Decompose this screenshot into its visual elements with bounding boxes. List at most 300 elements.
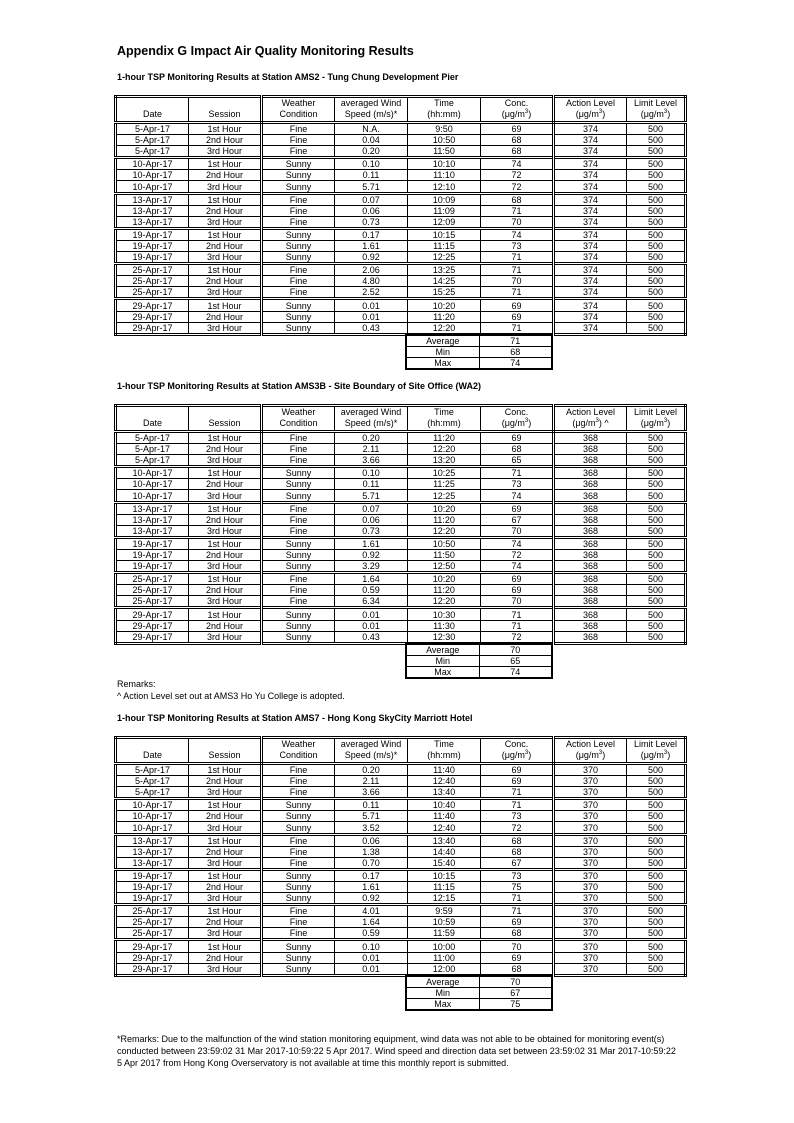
limit-level-cell: 500 (627, 620, 686, 631)
header-date (116, 406, 189, 432)
wind-speed-cell: 0.06 (335, 205, 408, 216)
weather-cell: Sunny (262, 490, 335, 502)
table-row (116, 276, 686, 287)
time-cell: 10:30 (408, 608, 481, 620)
table-row (116, 811, 686, 822)
concentration-cell: 69 (481, 123, 554, 135)
time-cell: 12:10 (408, 181, 481, 193)
table-row (116, 857, 686, 869)
weather-cell: Fine (262, 205, 335, 216)
action-level-cell: 374 (554, 322, 627, 334)
weather-cell: Sunny (262, 228, 335, 240)
weather-cell: Sunny (262, 158, 335, 170)
concentration-cell: 70 (481, 276, 554, 287)
limit-level-cell: 500 (627, 537, 686, 549)
limit-level-cell: 500 (627, 432, 686, 444)
session-cell: 1st Hour (189, 502, 262, 514)
unit-prefix: (μg/m (572, 418, 596, 428)
action-level-cell: 368 (554, 596, 627, 608)
session-cell: 1st Hour (189, 869, 262, 881)
stats-row-average (406, 644, 552, 656)
action-level-cell: 374 (554, 123, 627, 135)
table-row (116, 928, 686, 940)
date-cell: 13-Apr-17 (116, 216, 189, 228)
wind-speed-cell: 0.06 (335, 514, 408, 525)
weather-cell: Sunny (262, 252, 335, 264)
tsp-results-table (114, 736, 687, 977)
date-cell: 10-Apr-17 (116, 181, 189, 193)
table-row (116, 525, 686, 537)
weather-cell: Fine (262, 585, 335, 596)
table-row (116, 444, 686, 455)
time-cell: 12:00 (408, 963, 481, 975)
time-cell: 11:20 (408, 311, 481, 322)
action-level-cell: 368 (554, 549, 627, 560)
time-cell: 12:40 (408, 822, 481, 834)
table-row (116, 193, 686, 205)
limit-level-cell: 500 (627, 158, 686, 170)
weather-cell: Sunny (262, 620, 335, 631)
time-cell: 10:40 (408, 799, 481, 811)
weather-cell: Sunny (262, 467, 335, 479)
limit-level-cell: 500 (627, 631, 686, 643)
time-cell: 12:40 (408, 776, 481, 787)
header-text: Conc. (504, 407, 529, 417)
time-cell: 11:10 (408, 170, 481, 181)
time-cell: 13:40 (408, 834, 481, 846)
stats-value: 75 (479, 999, 552, 1011)
action-level-cell: 368 (554, 432, 627, 444)
unit-superscript: 3 (524, 109, 529, 115)
header-session (189, 738, 262, 764)
action-level-cell: 370 (554, 822, 627, 834)
header-weather (262, 97, 335, 123)
time-cell: 10:00 (408, 940, 481, 952)
header-text: Speed (m/s)* (344, 750, 398, 760)
concentration-cell: 70 (481, 940, 554, 952)
wind-speed-cell: 1.61 (335, 537, 408, 549)
limit-level-cell: 500 (627, 444, 686, 455)
header-date (116, 738, 189, 764)
concentration-cell: 71 (481, 799, 554, 811)
table-header-row (116, 738, 686, 764)
action-level-cell: 374 (554, 181, 627, 193)
action-level-cell: 370 (554, 787, 627, 799)
stats-row-min (406, 988, 552, 999)
time-cell: 11:50 (408, 549, 481, 560)
table-row (116, 146, 686, 158)
weather-cell: Sunny (262, 561, 335, 573)
action-level-cell: 374 (554, 135, 627, 146)
stats-label: Min (406, 988, 479, 999)
time-cell: 10:50 (408, 135, 481, 146)
date-cell: 5-Apr-17 (116, 432, 189, 444)
wind-speed-cell: 0.01 (335, 952, 408, 963)
weather-cell: Sunny (262, 170, 335, 181)
action-level-cell: 368 (554, 455, 627, 467)
table-row (116, 549, 686, 560)
weather-cell: Fine (262, 928, 335, 940)
action-level-cell: 368 (554, 631, 627, 643)
header-time (408, 738, 481, 764)
concentration-cell: 68 (481, 135, 554, 146)
wind-speed-cell: 0.10 (335, 158, 408, 170)
wind-speed-cell: 4.01 (335, 905, 408, 917)
limit-level-cell: 500 (627, 834, 686, 846)
header-time (408, 406, 481, 432)
concentration-cell: 69 (481, 917, 554, 928)
table-row (116, 228, 686, 240)
limit-level-cell: 500 (627, 822, 686, 834)
remark-line: Remarks: (117, 679, 156, 689)
session-cell: 3rd Hour (189, 455, 262, 467)
time-cell: 10:59 (408, 917, 481, 928)
weather-cell: Fine (262, 917, 335, 928)
date-cell: 10-Apr-17 (116, 799, 189, 811)
wind-speed-cell: 1.61 (335, 881, 408, 892)
weather-cell: Fine (262, 514, 335, 525)
date-cell: 10-Apr-17 (116, 479, 189, 490)
action-level-cell: 374 (554, 228, 627, 240)
session-cell: 2nd Hour (189, 240, 262, 251)
header-action-level (554, 406, 627, 432)
date-cell: 5-Apr-17 (116, 135, 189, 146)
date-cell: 10-Apr-17 (116, 822, 189, 834)
stats-label: Max (406, 358, 479, 370)
action-level-cell: 368 (554, 537, 627, 549)
limit-level-cell: 500 (627, 764, 686, 776)
limit-level-cell: 500 (627, 170, 686, 181)
time-cell: 14:25 (408, 276, 481, 287)
action-level-cell: 370 (554, 869, 627, 881)
concentration-cell: 74 (481, 158, 554, 170)
time-cell: 13:25 (408, 264, 481, 276)
header-time (408, 97, 481, 123)
unit-prefix: (μg/m (501, 109, 525, 119)
table-row (116, 620, 686, 631)
concentration-cell: 74 (481, 561, 554, 573)
concentration-cell: 65 (481, 455, 554, 467)
concentration-cell: 69 (481, 502, 554, 514)
date-cell: 10-Apr-17 (116, 467, 189, 479)
unit-label (483, 418, 550, 429)
header-text: Limit Level (633, 739, 678, 749)
wind-speed-cell: 0.70 (335, 857, 408, 869)
date-cell: 10-Apr-17 (116, 170, 189, 181)
stats-value: 70 (479, 976, 552, 988)
date-cell: 25-Apr-17 (116, 585, 189, 596)
unit-prefix: (μg/m (575, 750, 599, 760)
remark-line: ^ Action Level set out at AMS3 Ho Yu College is adopted. (117, 691, 345, 701)
session-cell: 1st Hour (189, 193, 262, 205)
session-cell: 2nd Hour (189, 549, 262, 560)
table-row (116, 963, 686, 975)
limit-level-cell: 500 (627, 799, 686, 811)
date-cell: 29-Apr-17 (116, 608, 189, 620)
stats-value: 70 (479, 644, 552, 656)
session-cell: 2nd Hour (189, 846, 262, 857)
wind-speed-cell: 0.20 (335, 432, 408, 444)
header-text: Session (208, 750, 241, 760)
date-cell: 13-Apr-17 (116, 193, 189, 205)
time-cell: 13:40 (408, 787, 481, 799)
weather-cell: Fine (262, 444, 335, 455)
wind-speed-cell: 3.66 (335, 455, 408, 467)
limit-level-cell: 500 (627, 264, 686, 276)
header-text: Speed (m/s)* (344, 109, 398, 119)
weather-cell: Fine (262, 905, 335, 917)
weather-cell: Sunny (262, 549, 335, 560)
session-cell: 1st Hour (189, 537, 262, 549)
table-row (116, 893, 686, 905)
session-cell: 1st Hour (189, 608, 262, 620)
date-cell: 13-Apr-17 (116, 514, 189, 525)
limit-level-cell: 500 (627, 952, 686, 963)
table-row (116, 311, 686, 322)
limit-level-cell: 500 (627, 135, 686, 146)
wind-speed-cell: 0.07 (335, 502, 408, 514)
header-text: Time (434, 407, 454, 417)
table-row (116, 135, 686, 146)
table-row (116, 252, 686, 264)
action-level-cell: 370 (554, 857, 627, 869)
time-cell: 11:50 (408, 146, 481, 158)
session-cell: 1st Hour (189, 467, 262, 479)
weather-cell: Sunny (262, 311, 335, 322)
weather-cell: Fine (262, 146, 335, 158)
wind-speed-cell: 0.07 (335, 193, 408, 205)
date-cell: 13-Apr-17 (116, 834, 189, 846)
weather-cell: Sunny (262, 537, 335, 549)
header-text: Date (142, 750, 162, 760)
table-row (116, 585, 686, 596)
time-cell: 12:50 (408, 561, 481, 573)
header-session (189, 97, 262, 123)
limit-level-cell: 500 (627, 596, 686, 608)
stats-value: 74 (479, 667, 552, 679)
concentration-cell: 70 (481, 596, 554, 608)
session-cell: 3rd Hour (189, 490, 262, 502)
weather-cell: Fine (262, 432, 335, 444)
header-limit-level (627, 738, 686, 764)
time-cell: 9:59 (408, 905, 481, 917)
session-cell: 2nd Hour (189, 881, 262, 892)
concentration-cell: 71 (481, 467, 554, 479)
date-cell: 29-Apr-17 (116, 631, 189, 643)
header-text: (hh:mm) (427, 109, 461, 119)
date-cell: 29-Apr-17 (116, 299, 189, 311)
weather-cell: Sunny (262, 479, 335, 490)
unit-suffix: ) (667, 109, 671, 119)
session-cell: 1st Hour (189, 228, 262, 240)
session-cell: 1st Hour (189, 123, 262, 135)
wind-speed-cell: 5.71 (335, 181, 408, 193)
stats-row-max (406, 358, 552, 370)
limit-level-cell: 500 (627, 322, 686, 334)
concentration-cell: 69 (481, 311, 554, 322)
limit-level-cell: 500 (627, 146, 686, 158)
wind-speed-cell: 0.11 (335, 799, 408, 811)
header-weather (262, 738, 335, 764)
session-cell: 3rd Hour (189, 181, 262, 193)
time-cell: 13:20 (408, 455, 481, 467)
limit-level-cell: 500 (627, 276, 686, 287)
table-row (116, 776, 686, 787)
stats-label: Average (406, 335, 479, 347)
table-row (116, 631, 686, 643)
table-row (116, 502, 686, 514)
action-level-cell: 368 (554, 490, 627, 502)
unit-label (557, 109, 624, 120)
time-cell: 11:15 (408, 881, 481, 892)
wind-speed-cell: 0.04 (335, 135, 408, 146)
header-text: Conc. (504, 739, 529, 749)
action-level-cell: 370 (554, 834, 627, 846)
limit-level-cell: 500 (627, 240, 686, 251)
date-cell: 19-Apr-17 (116, 869, 189, 881)
date-cell: 5-Apr-17 (116, 123, 189, 135)
action-level-cell: 370 (554, 963, 627, 975)
date-cell: 25-Apr-17 (116, 573, 189, 585)
session-cell: 3rd Hour (189, 287, 262, 299)
header-text: (hh:mm) (427, 750, 461, 760)
concentration-cell: 68 (481, 444, 554, 455)
wind-speed-cell: 0.01 (335, 608, 408, 620)
header-text: Date (142, 109, 162, 119)
date-cell: 13-Apr-17 (116, 846, 189, 857)
concentration-cell: 72 (481, 631, 554, 643)
action-level-cell: 368 (554, 444, 627, 455)
session-cell: 1st Hour (189, 158, 262, 170)
concentration-cell: 69 (481, 585, 554, 596)
wind-speed-cell: 0.17 (335, 869, 408, 881)
stats-label: Average (406, 644, 479, 656)
header-text: Date (142, 418, 162, 428)
weather-cell: Sunny (262, 299, 335, 311)
action-level-cell: 374 (554, 311, 627, 322)
concentration-cell: 68 (481, 193, 554, 205)
unit-label (629, 750, 682, 761)
concentration-cell: 68 (481, 963, 554, 975)
table-row (116, 573, 686, 585)
time-cell: 11:40 (408, 764, 481, 776)
limit-level-cell: 500 (627, 585, 686, 596)
time-cell: 11:20 (408, 585, 481, 596)
stats-row-average (406, 976, 552, 988)
stats-label: Min (406, 347, 479, 358)
table-row (116, 846, 686, 857)
concentration-cell: 73 (481, 479, 554, 490)
table-row (116, 537, 686, 549)
header-text: Limit Level (633, 98, 678, 108)
unit-superscript: 3 (598, 750, 603, 756)
stats-label: Min (406, 656, 479, 667)
time-cell: 12:20 (408, 596, 481, 608)
header-concentration (481, 97, 554, 123)
date-cell: 5-Apr-17 (116, 455, 189, 467)
time-cell: 12:25 (408, 490, 481, 502)
concentration-cell: 67 (481, 514, 554, 525)
weather-cell: Sunny (262, 869, 335, 881)
wind-speed-cell: 0.59 (335, 585, 408, 596)
weather-cell: Fine (262, 193, 335, 205)
concentration-cell: 72 (481, 181, 554, 193)
weather-cell: Sunny (262, 952, 335, 963)
session-cell: 1st Hour (189, 432, 262, 444)
limit-level-cell: 500 (627, 205, 686, 216)
limit-level-cell: 500 (627, 252, 686, 264)
date-cell: 10-Apr-17 (116, 158, 189, 170)
wind-speed-cell: 0.01 (335, 963, 408, 975)
action-level-cell: 370 (554, 940, 627, 952)
limit-level-cell: 500 (627, 549, 686, 560)
date-cell: 29-Apr-17 (116, 952, 189, 963)
weather-cell: Fine (262, 764, 335, 776)
concentration-cell: 73 (481, 811, 554, 822)
weather-cell: Fine (262, 857, 335, 869)
table-row (116, 881, 686, 892)
date-cell: 19-Apr-17 (116, 561, 189, 573)
unit-superscript: 3 (595, 418, 599, 424)
concentration-cell: 71 (481, 787, 554, 799)
limit-level-cell: 500 (627, 893, 686, 905)
stats-value: 74 (479, 358, 552, 370)
unit-suffix: ) (528, 750, 532, 760)
weather-cell: Sunny (262, 240, 335, 251)
action-level-cell: 368 (554, 467, 627, 479)
session-cell: 3rd Hour (189, 893, 262, 905)
action-level-cell: 370 (554, 811, 627, 822)
header-wind-speed (335, 97, 408, 123)
date-cell: 29-Apr-17 (116, 940, 189, 952)
stats-value: 65 (479, 656, 552, 667)
time-cell: 10:15 (408, 869, 481, 881)
session-cell: 3rd Hour (189, 561, 262, 573)
concentration-cell: 69 (481, 432, 554, 444)
weather-cell: Fine (262, 135, 335, 146)
date-cell: 19-Apr-17 (116, 549, 189, 560)
concentration-cell: 69 (481, 776, 554, 787)
unit-prefix: (μg/m (575, 109, 599, 119)
time-cell: 10:20 (408, 299, 481, 311)
unit-superscript: 3 (598, 109, 603, 115)
wind-speed-cell: 0.01 (335, 620, 408, 631)
table-row (116, 264, 686, 276)
action-level-cell: 374 (554, 299, 627, 311)
time-cell: 11:20 (408, 514, 481, 525)
unit-suffix: ) (528, 418, 532, 428)
concentration-cell: 74 (481, 490, 554, 502)
wind-data-footnote: *Remarks: Due to the malfunction of the wind station monitoring equipment, wind data was not able to be obtained for monitoring event(s) conducted between 23:59:02 31 Mar 2017-10:59:22 5 Apr 2017. Wind speed and direction data set between 23:59:02 31 Mar 2017-10:59:22 5 Apr 2017 from Hong Kong Overservatory is not available at time this monthly report is submitted. (117, 1034, 676, 1068)
action-level-cell: 368 (554, 608, 627, 620)
weather-cell: Fine (262, 287, 335, 299)
weather-cell: Sunny (262, 811, 335, 822)
limit-level-cell: 500 (627, 479, 686, 490)
summary-stats-table (405, 334, 553, 370)
limit-level-cell: 500 (627, 467, 686, 479)
unit-prefix: (μg/m (640, 750, 664, 760)
weather-cell: Sunny (262, 963, 335, 975)
session-cell: 2nd Hour (189, 585, 262, 596)
weather-cell: Fine (262, 776, 335, 787)
header-text: Weather (281, 407, 316, 417)
stats-label: Average (406, 976, 479, 988)
concentration-cell: 74 (481, 537, 554, 549)
concentration-cell: 71 (481, 608, 554, 620)
time-cell: 11:15 (408, 240, 481, 251)
time-cell: 11:09 (408, 205, 481, 216)
table-header-row (116, 406, 686, 432)
